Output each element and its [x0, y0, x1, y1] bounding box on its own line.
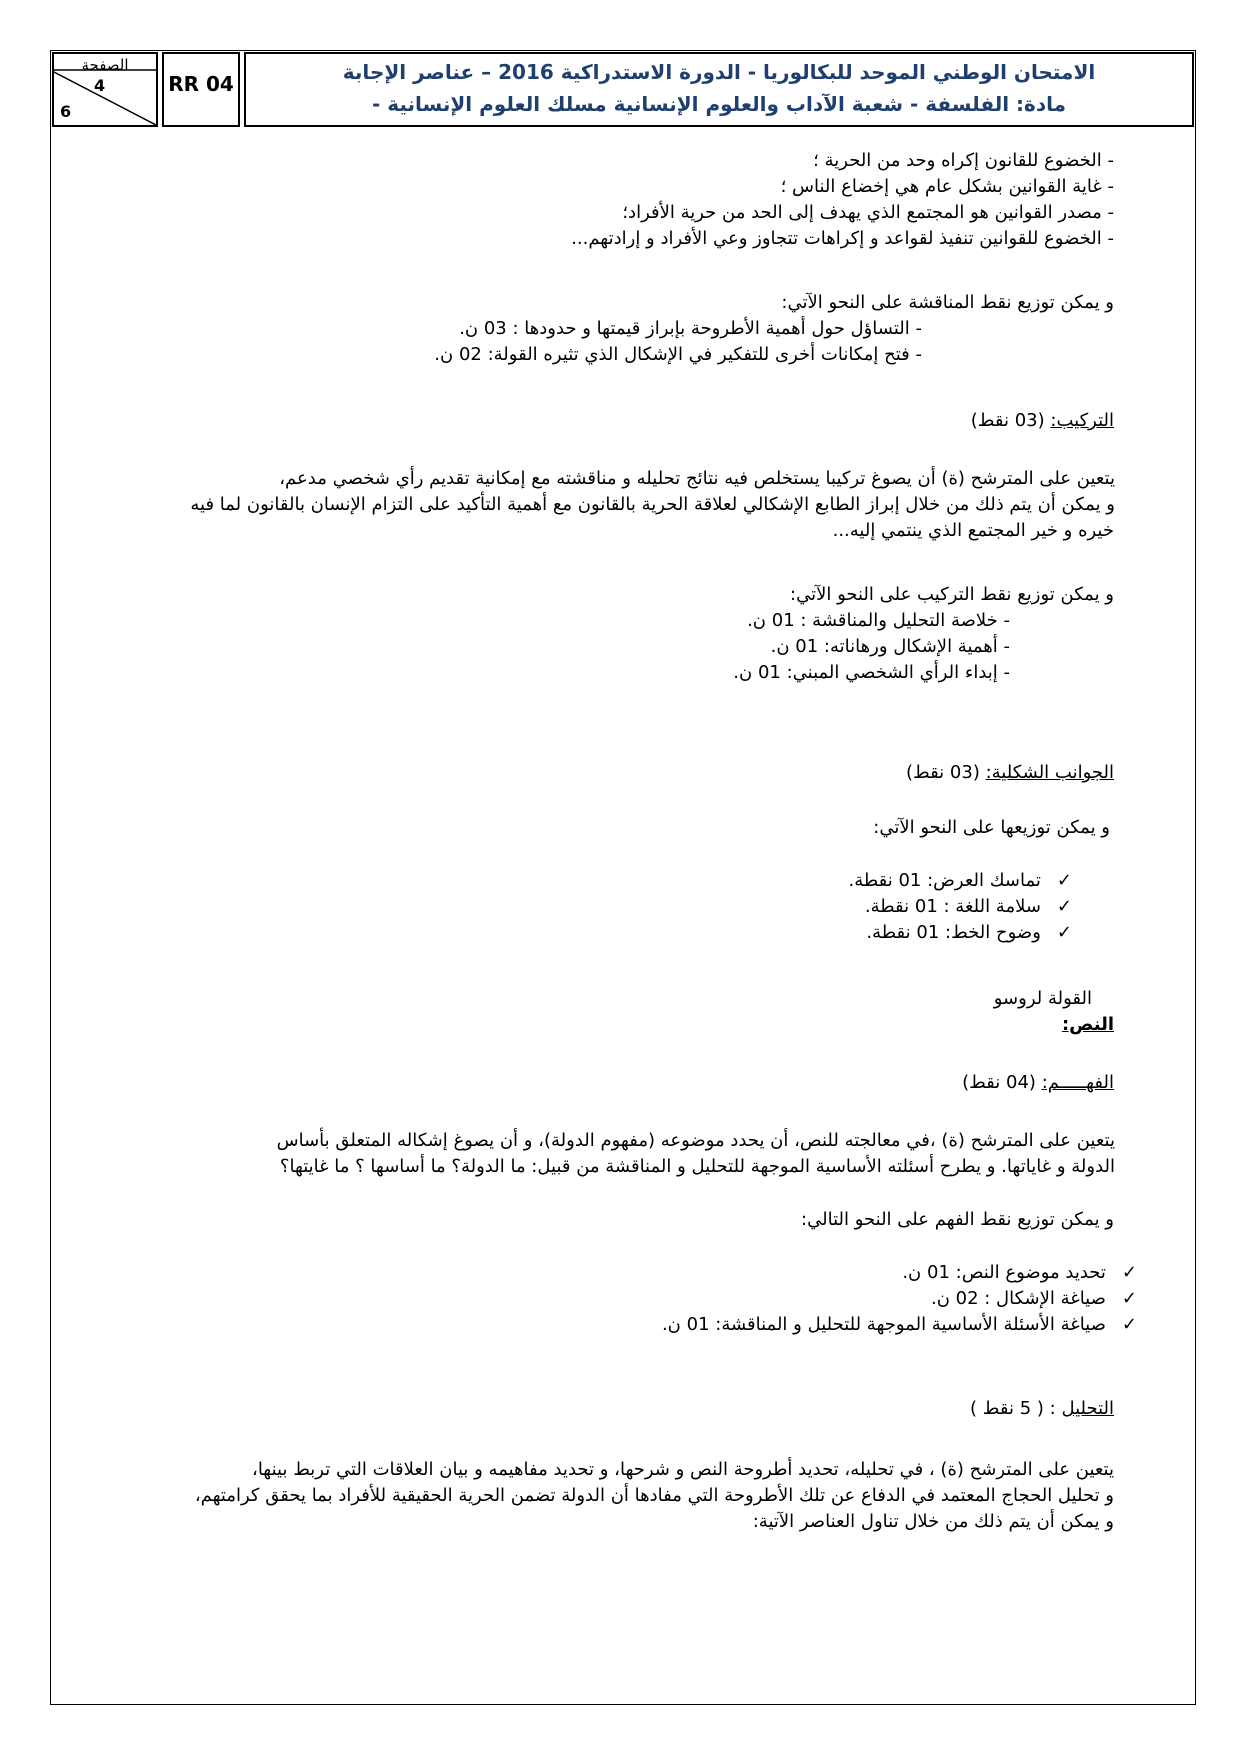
paragraph-line: يتعين على المترشح (ة) أن يصوغ تركيبا يستخلص فيه نتائج تحليله و مناقشته مع إمكانية تقديم رأي شخصي مدعم،	[279, 468, 1115, 489]
check-item-text: وضوح الخط: 01 نقطة.	[866, 922, 1041, 943]
page-total: 6	[60, 102, 72, 121]
list-item: - أهمية الإشكال ورهاناته: 01 ن.	[770, 636, 1010, 657]
list-item: - إبداء الرأي الشخصي المبني: 01 ن.	[733, 662, 1010, 683]
comprehension-intro: و يمكن توزيع نقط الفهم على النحو التالي:	[801, 1209, 1114, 1230]
check-icon: ✓	[1121, 1314, 1137, 1335]
exam-title-line2: - مادة: الفلسفة - شعبة الآداب والعلوم الإنسانية مسلك العلوم الإنسانية	[371, 92, 1067, 116]
page-number: 4	[94, 76, 106, 95]
formal-intro: و يمكن توزيعها على النحو الآتي:	[873, 817, 1110, 838]
check-item-text: تحديد موضوع النص: 01 ن.	[902, 1262, 1106, 1283]
discussion-intro: و يمكن توزيع نقط المناقشة على النحو الآتي:	[781, 292, 1114, 313]
exam-title-box	[244, 52, 1194, 127]
synthesis-intro: و يمكن توزيع نقط التركيب على النحو الآتي:	[790, 584, 1114, 605]
check-item	[902, 1260, 1137, 1286]
check-icon: ✓	[1121, 1288, 1137, 1309]
check-item-text: صياغة الإشكال : 02 ن.	[930, 1288, 1106, 1309]
check-item	[848, 868, 1072, 894]
paragraph-line: و تحليل الحجاج المعتمد في الدفاع عن تلك الأطروحة التي مفادها أن الدولة تضمن الحرية الحقيقية للأفراد بما يحقق كرامتهم،	[194, 1485, 1114, 1506]
comprehension-points: (04 نقط)	[962, 1072, 1036, 1093]
quote-author: القولة لروسو	[993, 988, 1092, 1009]
section-heading	[962, 1070, 1114, 1096]
check-item	[865, 894, 1072, 920]
section-heading	[971, 408, 1114, 434]
check-icon: ✓	[1056, 870, 1072, 891]
check-icon: ✓	[1121, 1262, 1137, 1283]
paragraph-line: و يمكن أن يتم ذلك من خلال إبراز الطابع الإشكالي لعلاقة الحرية بالقانون مع أهمية التأكيد على التزام الإنسان بالقانون لما فيه	[190, 494, 1115, 515]
list-item: - مصدر القوانين هو المجتمع الذي يهدف إلى الحد من حرية الأفراد؛	[622, 202, 1114, 223]
paragraph-line: و يمكن أن يتم ذلك من خلال تناول العناصر الآتية:	[752, 1511, 1114, 1532]
exam-title-line1: الامتحان الوطني الموحد للبكالوريا - الدورة الاستدراكية 2016 – عناصر الإجابة	[342, 60, 1096, 84]
formal-title: الجوانب الشكلية:	[985, 762, 1114, 783]
paragraph-line: خيره و خير المجتمع الذي ينتمي إليه...	[832, 520, 1114, 541]
section-heading	[906, 760, 1114, 786]
synthesis-points: (03 نقط)	[970, 410, 1045, 431]
check-item	[662, 1312, 1137, 1338]
check-icon: ✓	[1056, 922, 1072, 943]
page-label: الصفحة	[81, 56, 129, 74]
list-item: - غاية القوانين بشكل عام هي إخضاع الناس ؛	[780, 176, 1114, 197]
list-item: - الخضوع للقوانين تنفيذ لقواعد و إكراهات تتجاوز وعي الأفراد و إرادتهم...	[571, 228, 1114, 249]
check-item-text: تماسك العرض: 01 نقطة.	[848, 870, 1041, 891]
synthesis-title: التركيب:	[1050, 410, 1114, 431]
text-heading: النص:	[1061, 1014, 1114, 1035]
comprehension-title: الفهـــــم:	[1041, 1072, 1114, 1093]
exam-code: RR 04	[162, 52, 240, 127]
list-item: - التساؤل حول أهمية الأطروحة بإبراز قيمتها و حدودها : 03 ن.	[459, 318, 922, 339]
list-item: - خلاصة التحليل والمناقشة : 01 ن.	[747, 610, 1010, 631]
analysis-points: : ( 5 نقط )	[970, 1398, 1056, 1419]
section-heading	[970, 1396, 1114, 1422]
analysis-title: التحليل	[1061, 1398, 1114, 1419]
page-number-box	[52, 52, 158, 127]
paragraph-line: الدولة و غاياتها. و يطرح أسئلته الأساسية الموجهة للتحليل و المناقشة من قبيل: ما الدولة؟ ما أساسها ؟ ما غايتها؟	[279, 1156, 1115, 1177]
check-item	[931, 1286, 1137, 1312]
check-item-text: سلامة اللغة : 01 نقطة.	[864, 896, 1041, 917]
list-item: - فتح إمكانات أخرى للتفكير في الإشكال الذي تثيره القولة: 02 ن.	[434, 344, 922, 365]
list-item: - الخضوع للقانون إكراه وحد من الحرية ؛	[813, 150, 1114, 171]
check-item	[866, 920, 1072, 946]
paragraph-line: يتعين على المترشح (ة) ،في معالجته للنص، أن يحدد موضوعه (مفهوم الدولة)، و أن يصوغ إشكاله المتعلق بأساس	[276, 1130, 1115, 1151]
formal-points: (03 نقط)	[905, 762, 980, 783]
check-item-text: صياغة الأسئلة الأساسية الموجهة للتحليل و المناقشة: 01 ن.	[661, 1314, 1106, 1335]
paragraph-line: يتعين على المترشح (ة) ، في تحليله، تحديد أطروحة النص و شرحها، و تحديد مفاهيمه و بيان العلاقات التي تربط بينها،	[252, 1459, 1114, 1480]
check-icon: ✓	[1056, 896, 1072, 917]
